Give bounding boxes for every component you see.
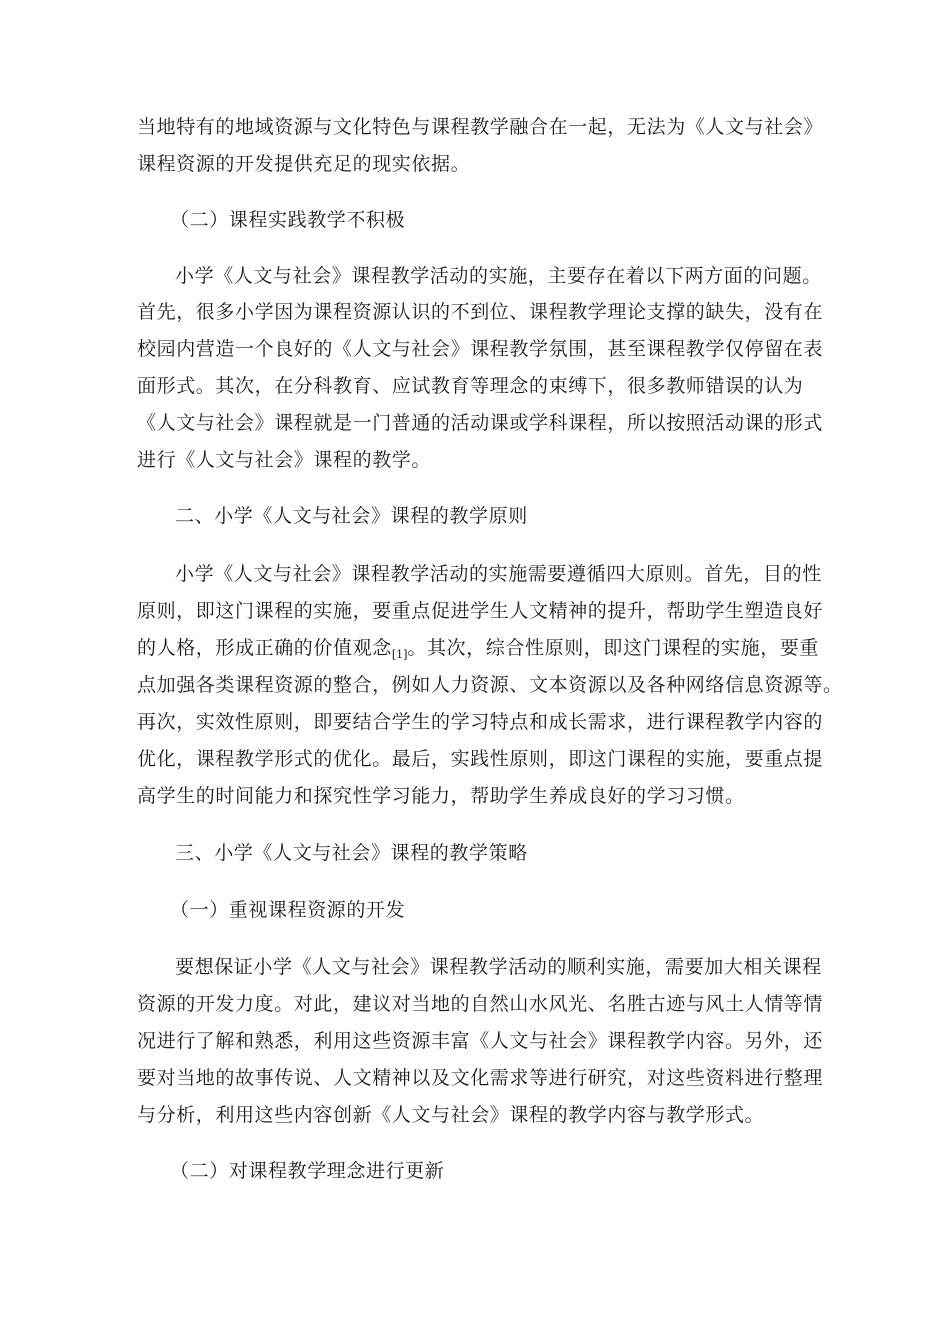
paragraph-line: 小学《人文与社会》课程教学活动的实施需要遵循四大原则。首先，目的性	[175, 563, 822, 585]
paragraph-line: 原则，即这门课程的实施，要重点促进学生人文精神的提升，帮助学生塑造良好	[137, 600, 824, 622]
section-heading: 三、小学《人文与社会》课程的教学策略	[175, 842, 528, 864]
paragraph-line: 首先，很多小学因为课程资源认识的不到位、课程教学理论支撑的缺失，没有在	[137, 301, 824, 323]
paragraph-line: 《人文与社会》课程就是一门普通的活动课或学科课程，所以按照活动课的形式	[137, 412, 824, 434]
paragraph-line: 课程资源的开发提供充足的现实依据。	[137, 153, 471, 175]
paragraph-line: 与分析，利用这些内容创新《人文与社会》课程的教学内容与教学形式。	[137, 1104, 765, 1126]
paragraph-text: 。其次，综合性原则，即这门课程的实施，要重	[407, 637, 820, 659]
section-heading: 二、小学《人文与社会》课程的教学原则	[175, 505, 528, 527]
paragraph-line: 况进行了解和熟悉，利用这些资源丰富《人文与社会》课程教学内容。另外，还	[137, 1030, 824, 1052]
paragraph-line: 面形式。其次，在分科教育、应试教育等理念的束缚下，很多教师错误的认为	[137, 375, 804, 397]
paragraph-line: 资源的开发力度。对此，建议对当地的自然山水风光、名胜古迹与风土人情等情	[137, 993, 824, 1015]
section-subheading: （一）重视课程资源的开发	[170, 899, 406, 921]
paragraph-line: 小学《人文与社会》课程教学活动的实施，主要存在着以下两方面的问题。	[175, 265, 822, 287]
paragraph-line: 优化，课程教学形式的优化。最后，实践性原则，即这门课程的实施，要重点提	[137, 748, 824, 770]
paragraph-line: 高学生的时间能力和探究性学习能力，帮助学生养成良好的学习习惯。	[137, 785, 745, 807]
paragraph-line: 点加强各类课程资源的整合，例如人力资源、文本资源以及各种网络信息资源等。	[137, 674, 843, 696]
citation-marker: [1]	[391, 648, 408, 661]
paragraph-line: 进行《人文与社会》课程的教学。	[137, 449, 432, 471]
paragraph-line	[137, 635, 819, 661]
paragraph-line: 要对当地的故事传说、人文精神以及文化需求等进行研究，对这些资料进行整理	[137, 1067, 824, 1089]
section-subheading: （二）对课程教学理念进行更新	[170, 1160, 445, 1182]
section-subheading: （二）课程实践教学不积极	[170, 209, 406, 231]
paragraph-line: 当地特有的地域资源与文化特色与课程教学融合在一起，无法为《人文与社会》	[137, 116, 824, 138]
paragraph-line: 要想保证小学《人文与社会》课程教学活动的顺利实施，需要加大相关课程	[175, 956, 822, 978]
paragraph-line: 再次，实效性原则，即要结合学生的学习特点和成长需求，进行课程教学内容的	[137, 711, 824, 733]
paragraph-text: 的人格，形成正确的价值观念	[137, 637, 392, 659]
paragraph-line: 校园内营造一个良好的《人文与社会》课程教学氛围，甚至课程教学仅停留在表	[137, 338, 824, 360]
